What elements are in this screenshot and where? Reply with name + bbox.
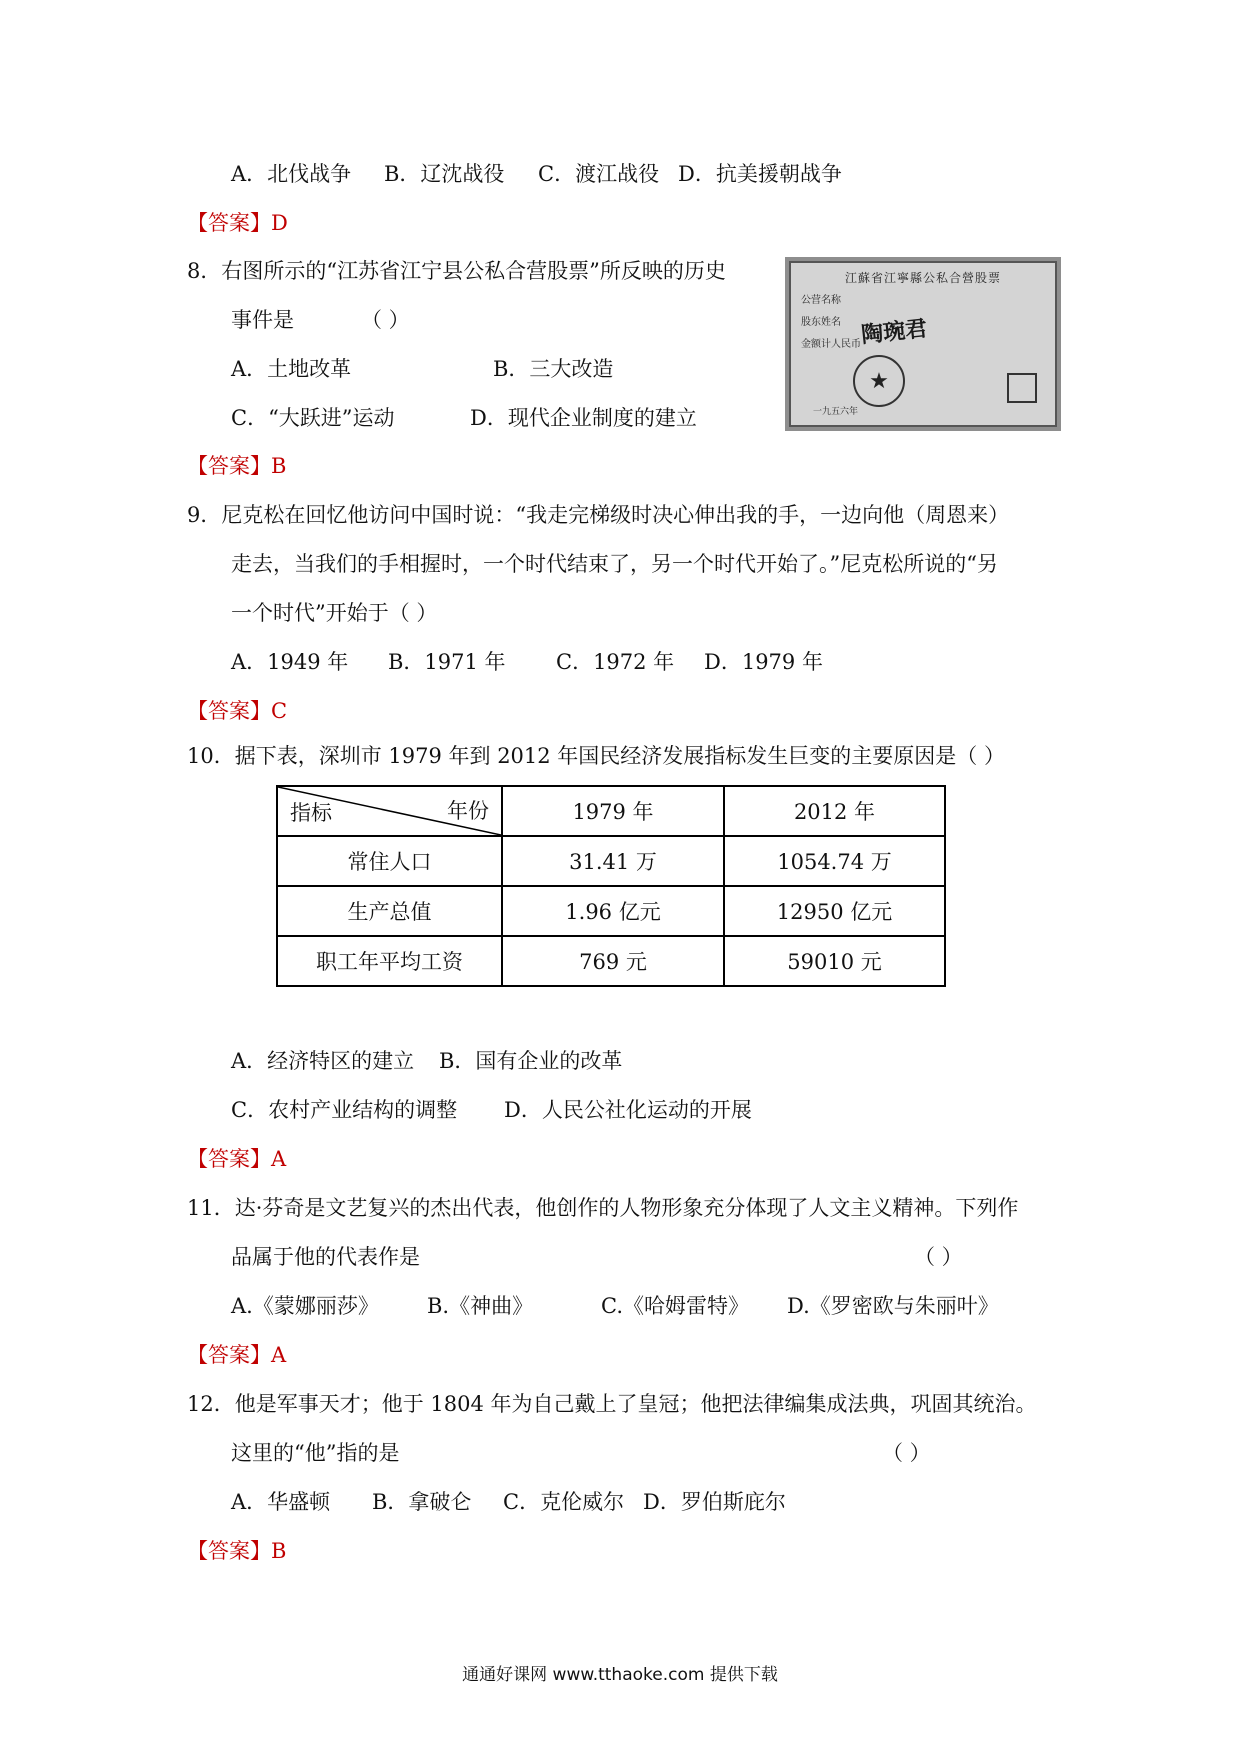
q12-paren: （ ） xyxy=(882,1441,931,1465)
stock-row-amount: 金额计人民币 xyxy=(801,339,861,350)
table-cell: 31.41 万 xyxy=(502,836,724,886)
stock-row-company: 公营名称 xyxy=(801,295,841,306)
q12-stem-line1: 12．他是军事天才；他于 1804 年为自己戴上了皇冠；他把法律编集成法典，巩固其统治。 xyxy=(187,1392,1037,1416)
q12-option-a: A．华盛顿 xyxy=(231,1490,331,1514)
table-header-row xyxy=(277,786,945,836)
corner-label-year: 年份 xyxy=(447,799,489,823)
q8-option-d: D．现代企业制度的建立 xyxy=(470,406,697,430)
q8-option-b: B．三大改造 xyxy=(493,357,614,381)
page-footer: 通通好课网 www.tthaoke.com 提供下载 xyxy=(462,1665,778,1685)
q8-option-a: A．土地改革 xyxy=(231,357,352,381)
q12-stem-line2: 这里的“他”指的是 xyxy=(231,1441,400,1465)
q9-option-d: D．1979 年 xyxy=(704,650,823,674)
q11-paren: （ ） xyxy=(914,1245,963,1269)
table-cell: 59010 元 xyxy=(724,936,945,986)
q10-option-d: D．人民公社化运动的开展 xyxy=(504,1098,752,1122)
q8-answer-value: B xyxy=(271,454,287,478)
q9-answer: 【答案】C xyxy=(187,699,288,723)
q12-option-b: B．拿破仑 xyxy=(372,1490,472,1514)
stock-date: 一九五六年 xyxy=(813,407,859,417)
corner-label-indicator: 指标 xyxy=(290,801,332,825)
table-row-label: 职工年平均工资 xyxy=(277,936,502,986)
shenzhen-indicator-table xyxy=(276,785,946,987)
q9-option-b: B．1971 年 xyxy=(388,650,506,674)
q11-answer-value: A xyxy=(271,1343,287,1367)
table-row-label: 生产总值 xyxy=(277,886,502,936)
q8-answer: 【答案】B xyxy=(187,454,287,478)
table-row xyxy=(277,936,945,986)
q7-option-a: A．北伐战争 xyxy=(231,162,352,186)
q12-option-c: C．克伦威尔 xyxy=(503,1490,625,1514)
q9-stem-line2: 走去，当我们的手相握时，一个时代结束了，另一个时代开始了。”尼克松所说的“另 xyxy=(231,552,998,576)
q9-stem-line1: 9．尼克松在回忆他访问中国时说：“我走完梯级时决心伸出我的手，一边向他（周恩来） xyxy=(187,503,1010,527)
q8-option-c: C．“大跃进”运动 xyxy=(231,406,395,430)
q8-stem-line1: 8．右图所示的“江苏省江宁县公私合营股票”所反映的历史 xyxy=(187,259,726,283)
q8-stem-line2: 事件是 （ ） xyxy=(231,308,410,332)
q11-option-a: A.《蒙娜丽莎》 xyxy=(231,1294,379,1318)
q10-answer-value: A xyxy=(271,1147,287,1171)
table-corner-cell xyxy=(277,786,502,836)
q7-option-d: D．抗美援朝战争 xyxy=(678,162,842,186)
q11-answer: 【答案】A xyxy=(187,1343,287,1367)
stock-row-holder: 股东姓名 xyxy=(801,317,841,328)
q12-answer: 【答案】B xyxy=(187,1539,287,1563)
table-cell: 12950 亿元 xyxy=(724,886,945,936)
q9-option-c: C．1972 年 xyxy=(556,650,675,674)
q7-answer: 【答案】D xyxy=(187,211,288,235)
q10-option-c: C．农村产业结构的调整 xyxy=(231,1098,458,1122)
table-row-label: 常住人口 xyxy=(277,836,502,886)
q11-option-d: D.《罗密欧与朱丽叶》 xyxy=(787,1294,999,1318)
table-cell: 1.96 亿元 xyxy=(502,886,724,936)
stock-certificate-image xyxy=(785,257,1061,431)
q7-answer-value: D xyxy=(271,211,288,235)
q10-answer: 【答案】A xyxy=(187,1147,287,1171)
square-seal-icon xyxy=(1007,373,1037,403)
q9-answer-value: C xyxy=(271,699,288,723)
star-seal-icon: ★ xyxy=(853,355,905,407)
q7-option-b: B．辽沈战役 xyxy=(384,162,505,186)
q11-stem-line1: 11．达·芬奇是文艺复兴的杰出代表，他创作的人物形象充分体现了人文主义精神。下列作 xyxy=(187,1196,1019,1220)
table-row xyxy=(277,886,945,936)
table-row xyxy=(277,836,945,886)
table-cell: 769 元 xyxy=(502,936,724,986)
q10-option-b: B．国有企业的改革 xyxy=(439,1049,623,1073)
q11-option-c: C.《哈姆雷特》 xyxy=(601,1294,749,1318)
q9-option-a: A．1949 年 xyxy=(231,650,349,674)
q10-option-a: A．经济特区的建立 xyxy=(231,1049,415,1073)
q12-option-d: D．罗伯斯庇尔 xyxy=(643,1490,786,1514)
q9-stem-line3: 一个时代”开始于（ ） xyxy=(231,601,438,625)
q11-option-b: B.《神曲》 xyxy=(427,1294,534,1318)
q10-stem: 10．据下表，深圳市 1979 年到 2012 年国民经济发展指标发生巨变的主要原因是（ ） xyxy=(187,744,1005,768)
q8-paren: （ ） xyxy=(361,308,410,332)
q7-option-c: C．渡江战役 xyxy=(538,162,660,186)
stock-title: 江蘇省江寧縣公私合營股票 xyxy=(844,271,1001,285)
stock-handwriting: 陶琬君 xyxy=(859,315,929,349)
table-header-2012: 2012 年 xyxy=(724,786,945,836)
table-header-1979: 1979 年 xyxy=(502,786,724,836)
q11-stem-line2: 品属于他的代表作是 xyxy=(231,1245,420,1269)
table-cell: 1054.74 万 xyxy=(724,836,945,886)
q12-answer-value: B xyxy=(271,1539,287,1563)
